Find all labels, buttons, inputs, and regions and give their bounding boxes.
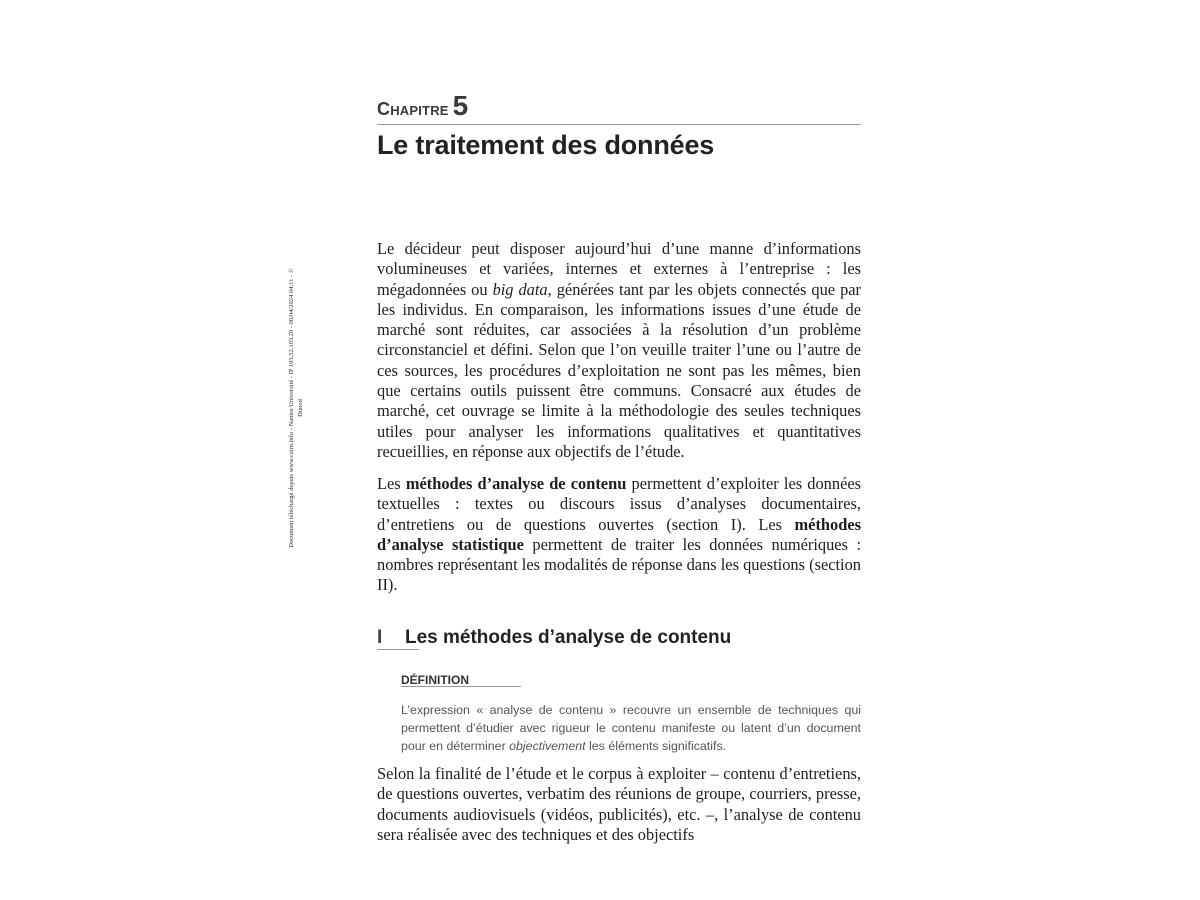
methods-text-2: permettent d’exploiter les données textuelles : textes ou discours issus d’analyses documentaires, d’entretiens ou de questions ouvertes (section I). Les	[377, 474, 861, 534]
methods-paragraph	[377, 474, 861, 596]
download-watermark	[287, 258, 305, 558]
definition-label: DÉFINITION	[401, 673, 469, 687]
corpus-paragraph: Selon la finalité de l’étude et le corpus à exploiter – contenu d’entretiens, de questions ouvertes, verbatim des réunions de groupe, courriers, presse, documents audiovisuels (vidéos, publicités), etc. –, l’analyse de contenu sera réalisée avec des techniques et des objectifs	[377, 764, 861, 844]
intro-text-start: Le décideur peut disposer aujourd’hui d’une manne d’informations volumineuses et variées, internes et externes à l’entreprise : les mégadonnées ou	[377, 239, 861, 299]
definition-emphasis: objectivement	[509, 739, 586, 753]
section-title: Les méthodes d’analyse de contenu	[405, 627, 732, 648]
section-rule	[377, 649, 419, 650]
corpus-paragraph-block	[377, 764, 861, 845]
chapter-label	[377, 91, 468, 124]
section-heading	[377, 625, 731, 651]
intro-emphasis: big data	[492, 279, 548, 299]
chapter-title: Le traitement des données	[377, 130, 715, 160]
methods-bold-1: méthodes d’analyse de contenu	[405, 474, 627, 493]
watermark-line-2: Dunod	[297, 399, 304, 417]
methods-text-1: Les	[377, 474, 406, 493]
chapter-label-text: Chapitre	[377, 99, 449, 119]
watermark-line-1: Document téléchargé depuis www.cairn.info - Nantes Université - IP 193.52.103.20 - 06/04/2024 04:11 - ©	[288, 268, 295, 548]
definition-text-start: L’expression « analyse de contenu » recouvre un ensemble de techniques qui permettent d’étudier avec rigueur le contenu manifeste ou latent d’un document pour en déterminer	[401, 703, 861, 753]
chapter-rule	[377, 124, 861, 125]
definition-text	[401, 701, 861, 755]
intro-paragraph-block	[377, 239, 861, 462]
intro-paragraph	[377, 239, 861, 462]
methods-bold-2: méthodes d’analyse statistique	[377, 514, 861, 554]
chapter-number: 5	[452, 90, 469, 121]
methods-paragraph-block	[377, 474, 861, 596]
definition-text-end: les éléments significatifs.	[585, 739, 727, 753]
section-number: I	[377, 627, 383, 648]
intro-text-end: , générées tant par les objets connectés que par les individus. En comparaison, les informations issues d’une étude de marché sont réduites, car associées à la résolution d’un problème circonstanciel et défini. Selon que l’on veuille traiter l’une ou l’autre de ces sources, les procédures d’exploitation ne sont pas les mêmes, bien que certains outils puissent être communs. Consacré aux études de marché, cet ouvrage se limite à la méthodologie des seules techniques utiles pour analyser les informations qualitatives et quantitatives recueillies, en réponse aux objectifs de l’étude.	[377, 279, 861, 461]
methods-text-3: permettent de traiter les données numériques : nombres représentant les modalités de réponse dans les questions (section II).	[377, 534, 861, 595]
definition-rule	[401, 686, 521, 687]
